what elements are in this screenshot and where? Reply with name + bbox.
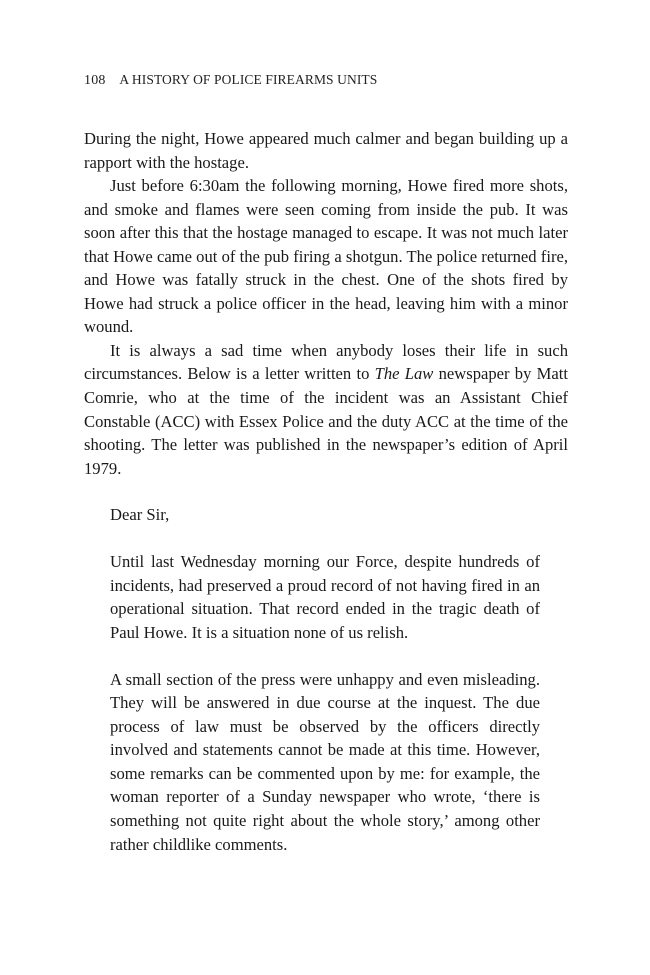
running-title: A HISTORY OF POLICE FIREARMS UNITS (119, 72, 378, 87)
body-paragraph-3-start: It is always a sad time when anybody loses their life in such circumstances. Below is a letter written to (84, 340, 568, 384)
quoted-letter (110, 503, 540, 856)
letter-paragraph-2: A small section of the press were unhappy and even misleading. They will be answered in due course at the inquest. The due process of law must be observed by the officers directly involved and statements cannot be made at this time. However, some remarks can be commented upon by me: for example, the woman reporter of a Sunday newspaper who wrote, ‘there is something not quite right about the whole story,’ among other rather childlike comments. (110, 669, 540, 854)
newspaper-title: The Law (374, 364, 434, 384)
letter-salutation: Dear Sir, (110, 505, 170, 524)
body-paragraph-2: Just before 6:30am the following morning, Howe fired more shots, and smoke and flames were seen coming from inside the pub. It was soon after this that the hostage managed to escape. It was not much later that Howe came out of the pub firing a shotgun. The police returned fire, and Howe was fatally struck in the chest. One of the shots fired by Howe had struck a police officer in the head, leaving him with a minor wound. (84, 176, 568, 337)
letter-paragraph-1: Until last Wednesday morning our Force, despite hundreds of incidents, had preserved a proud record of not having fired in an operational situation. That record ended in the tragic death of Paul Howe. It is a situation none of us relish. (110, 552, 540, 642)
body-paragraph-3 (84, 339, 568, 480)
body-paragraph-3-end: newspaper by Matt Comrie, who at the time of the incident was an Assistant Chief Constable (ACC) with Essex Police and the duty ACC at the time of the shooting. The letter was published in the newspaper’s edition of April 1979. (84, 364, 568, 478)
body-text (84, 127, 568, 480)
running-head (84, 72, 377, 89)
page-number: 108 (84, 73, 106, 88)
body-paragraph-1: During the night, Howe appeared much calmer and began building up a rapport with the hostage. (84, 129, 568, 172)
